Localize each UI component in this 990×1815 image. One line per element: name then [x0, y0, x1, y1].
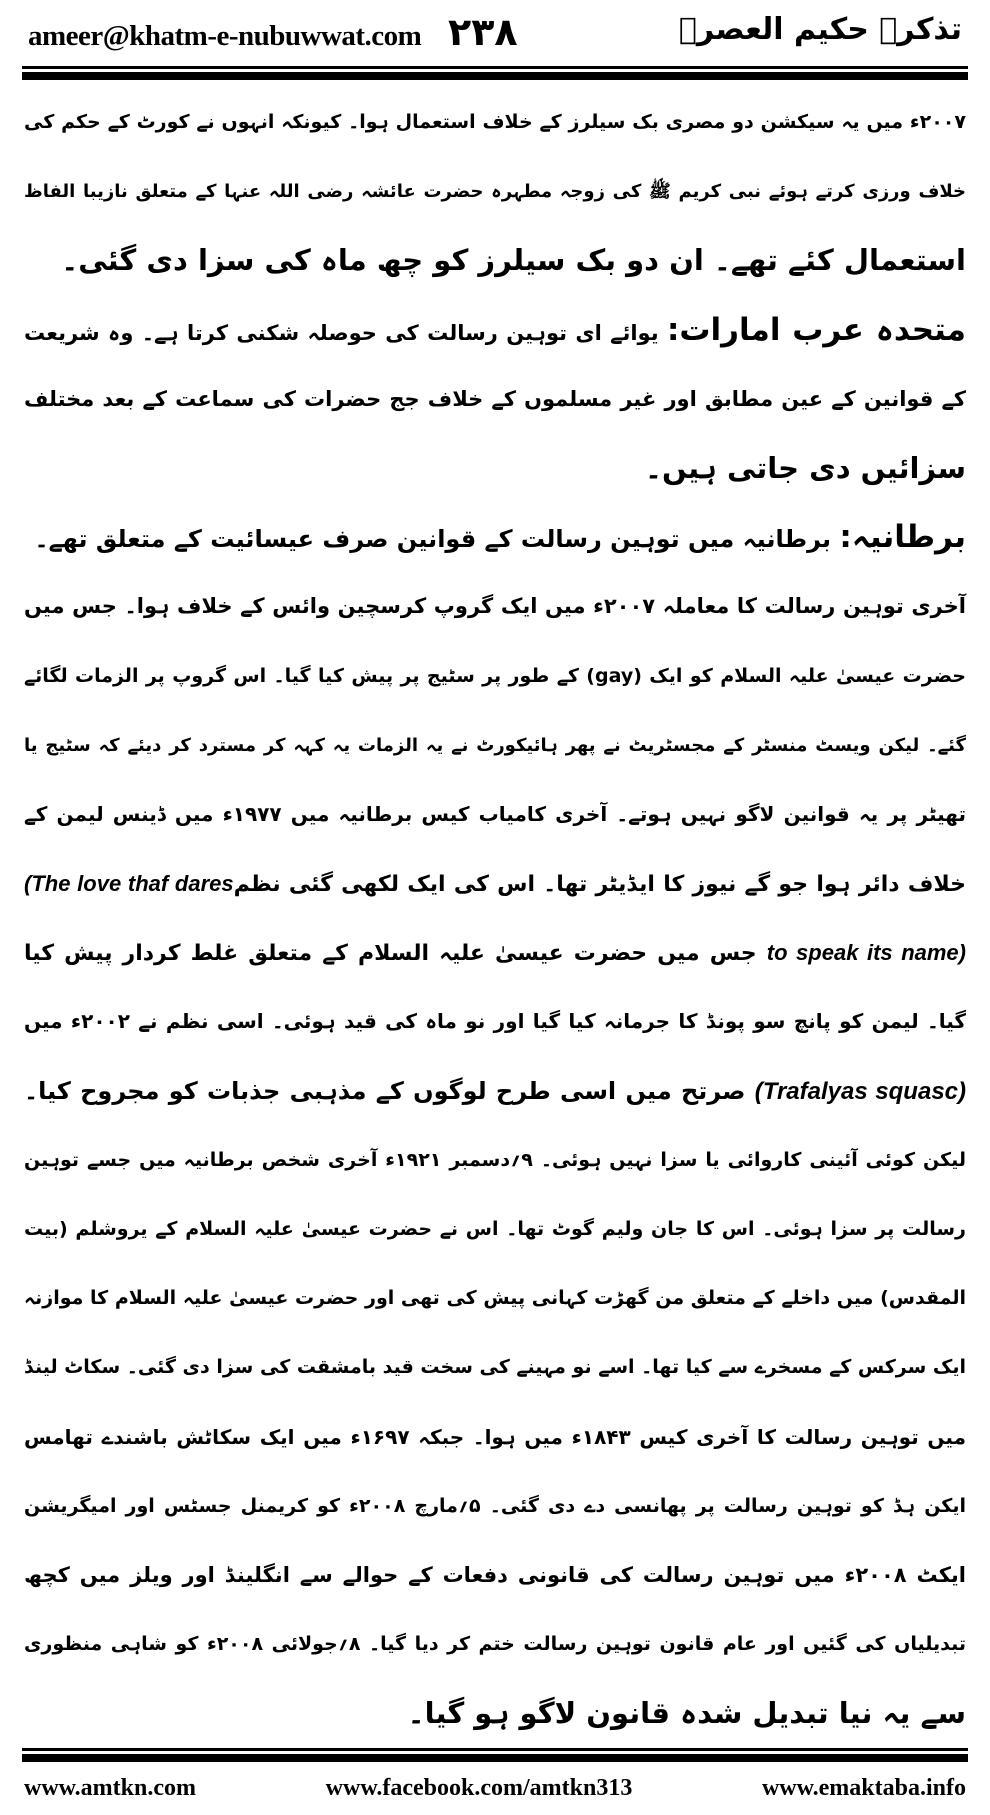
text-line: [24, 365, 966, 434]
text-line: [24, 434, 966, 503]
header-email: ameer@khatm-e-nubuwwat.com: [28, 20, 422, 52]
text-line: [24, 1403, 966, 1472]
text-line: [24, 780, 966, 849]
line-text: لیکن کوئی آئینی کاروائی یا سزا نہیں ہوئی۔ ۹؍دسمبر ۱۹۲۱ء آخری شخص برطانیہ میں جسے توہین: [24, 1148, 966, 1171]
english-phrase: (The love thaf dares: [24, 871, 234, 897]
text-line: [24, 987, 966, 1056]
text-line: [24, 296, 966, 365]
footer-link-facebook[interactable]: www.facebook.com/amtkn313: [325, 1775, 633, 1801]
line-text: سزائیں دی جاتی ہیں۔: [644, 450, 966, 485]
text-line: [24, 1679, 966, 1748]
page-footer: [24, 1775, 966, 1802]
text-line: [24, 1610, 966, 1679]
line-text: جس میں حضرت عیسیٰ علیہ السلام کے متعلق غلط کردار پیش کیا: [24, 941, 767, 967]
line-text: گیا۔ لیمن کو پانچ سو پونڈ کا جرمانہ کیا گیا اور نو ماہ کی قید ہوئی۔ اسی نظم نے ۲۰۰۲ء میں: [24, 1009, 967, 1034]
line-text: رسالت پر سزا ہوئی۔ اس کا جان ولیم گوٹ تھا۔ اس نے حضرت عیسیٰ علیہ السلام کے یروشلم (بیت: [24, 1218, 966, 1240]
book-title: تذکرہ حکیم العصرؒ: [678, 12, 962, 47]
section-heading: متحدہ عرب امارات:: [666, 311, 966, 348]
line-text: ایکن ہڈ کو توہین رسالت پر پھانسی دے دی گئی۔ ۵؍مارچ ۲۰۰۸ء کو کریمنل جسٹس اور امیگریشن: [24, 1494, 967, 1517]
line-text: سے یہ نیا تبدیل شدہ قانون لاگو ہو گیا۔: [407, 1696, 966, 1731]
text-line: [24, 1264, 966, 1333]
english-phrase: to speak its name): [766, 940, 966, 966]
text-line: [24, 711, 966, 780]
line-text: برطانیہ میں توہین رسالت کے قوانین صرف عیسائیت کے متعلق تھے۔: [34, 525, 840, 554]
line-text: حضرت عیسیٰ علیہ السلام کو ایک (gay) کے طور پر سٹیج پر پیش کیا گیا۔ اس گروپ پر الزمات لگائے: [24, 664, 966, 687]
english-phrase: (Trafalyas squasc): [754, 1077, 967, 1105]
page-header: [28, 8, 962, 64]
line-text: استعمال کئے تھے۔ ان دو بک سیلرز کو چھ ماہ کی سزا دی گئی۔: [61, 243, 966, 278]
page-body-text: [24, 88, 966, 1749]
line-text: ایک سرکس کے مسخرے سے کیا تھا۔ اسے نو مہینے کی سخت قید بامشقت کی سزا دی گئی۔ سکاٹ لینڈ: [23, 1356, 966, 1379]
text-line: [24, 1195, 966, 1264]
text-line: [24, 849, 966, 918]
line-text: المقدس) میں داخلے کے متعلق من گھڑت کہانی پیش کی تھی اور حضرت عیسیٰ علیہ السلام کا موازنہ: [24, 1287, 966, 1310]
text-line: [24, 503, 966, 572]
text-line: [24, 572, 966, 641]
footer-link-amtkn[interactable]: www.amtkn.com: [24, 1775, 196, 1801]
footer-rule: [22, 1748, 968, 1762]
line-text: صرتح میں اسی طرح لوگوں کے مذہبی جذبات کو مجروح کیا۔: [24, 1076, 755, 1105]
line-text: ۲۰۰۷ء میں یہ سیکشن دو مصری بک سیلرز کے خلاف استعمال ہوا۔ کیونکہ انہوں نے کورٹ کے حکم کی: [24, 111, 966, 133]
text-line: [24, 1126, 966, 1195]
text-line: [24, 157, 966, 226]
text-line: [24, 226, 966, 295]
line-text: آخری توہین رسالت کا معاملہ ۲۰۰۷ء میں ایک گروپ کرسچین وائس کے خلاف ہوا۔ جس میں: [24, 594, 967, 619]
line-text: ایکٹ ۲۰۰۸ء میں توہین رسالت کی قانونی دفعات کے حوالے سے انگلینڈ اور ویلز میں کچھ: [24, 1562, 967, 1587]
text-line: [24, 642, 966, 711]
text-line: [24, 1541, 966, 1610]
line-text: یوائے ای توہین رسالت کی حوصلہ شکنی کرتا ہے۔ وہ شریعت: [24, 320, 667, 345]
line-text: گئے۔ لیکن ویسٹ منسٹر کے مجسٹریٹ نے پھر ہائیکورٹ نے یہ الزمات یہ کہہ کر مسترد کر دیئے کہ سٹیج یا: [24, 734, 966, 756]
line-text: خلاف ورزی کرتے ہوئے نبی کریم ﷺ کی زوجہ مطہرہ حضرت عائشہ رضی اللہ عنہا کے متعلق نازیبا الفاظ: [24, 181, 966, 203]
line-text: تھیٹر پر یہ قوانین لاگو نہیں ہوتے۔ آخری کامیاب کیس برطانیہ میں ۱۹۷۷ء میں ڈینس لیمن کے: [24, 801, 966, 826]
text-line: [24, 1472, 966, 1541]
line-text: میں توہین رسالت کا آخری کیس ۱۸۴۳ء میں ہوا۔ جبکہ ۱۶۹۷ء میں ایک سکاٹش باشندے تھامس: [24, 1424, 966, 1449]
section-heading: برطانیہ:: [839, 519, 966, 556]
text-line: [24, 1057, 966, 1126]
text-line: [24, 1333, 966, 1402]
line-text: تبدیلیاں کی گئیں اور عام قانون توہین رسالت ختم کر دیا گیا۔ ۸؍جولائی ۲۰۰۸ء کو شاہی منظوری: [24, 1633, 966, 1656]
footer-link-emaktaba[interactable]: www.emaktaba.info: [761, 1775, 966, 1801]
text-line: [24, 918, 966, 987]
line-text: کے قوانین کے عین مطابق اور غیر مسلموں کے خلاف جج حضرات کی سماعت کے بعد مختلف: [24, 386, 966, 411]
page-number: ۲۳۸: [448, 10, 518, 54]
text-line: [24, 88, 966, 157]
header-rule: [22, 66, 968, 80]
line-text: خلاف دائر ہوا جو گے نیوز کا ایڈیٹر تھا۔ اس کی ایک لکھی گئی نظم: [233, 872, 966, 898]
